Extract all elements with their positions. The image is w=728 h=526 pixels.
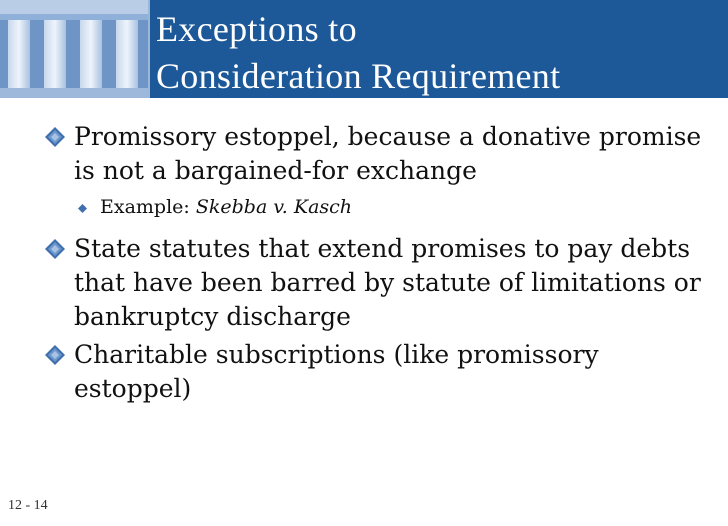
sub-bullet-item bbox=[76, 192, 714, 222]
diamond-bullet-icon bbox=[44, 238, 66, 260]
bullet-text: Charitable subscriptions (like promissory estoppel) bbox=[74, 340, 599, 403]
bullet-text: State statutes that extend promises to pay debts that have been barred by statute of limitations or bankruptcy discharge bbox=[74, 234, 701, 331]
page-number: 12 - 14 bbox=[8, 498, 48, 513]
bullet-item bbox=[44, 120, 714, 188]
title-line-1: Exceptions to bbox=[156, 9, 357, 49]
diamond-bullet-icon bbox=[44, 344, 66, 366]
bullet-text: Promissory estoppel, because a donative promise is not a bargained-for exchange bbox=[74, 122, 702, 185]
case-name: Skebba v. Kasch bbox=[195, 196, 353, 218]
diamond-bullet-icon bbox=[44, 126, 66, 148]
title-line-2: Consideration Requirement bbox=[156, 56, 561, 96]
slide-title bbox=[156, 6, 716, 98]
sub-bullet-prefix: Example: bbox=[100, 196, 196, 218]
bullet-list bbox=[44, 120, 714, 410]
bullet-item bbox=[44, 232, 714, 334]
title-bar bbox=[0, 0, 728, 98]
small-diamond-icon bbox=[78, 204, 87, 213]
columns-image bbox=[0, 0, 148, 98]
header-divider bbox=[148, 0, 150, 98]
bullet-item bbox=[44, 338, 714, 406]
